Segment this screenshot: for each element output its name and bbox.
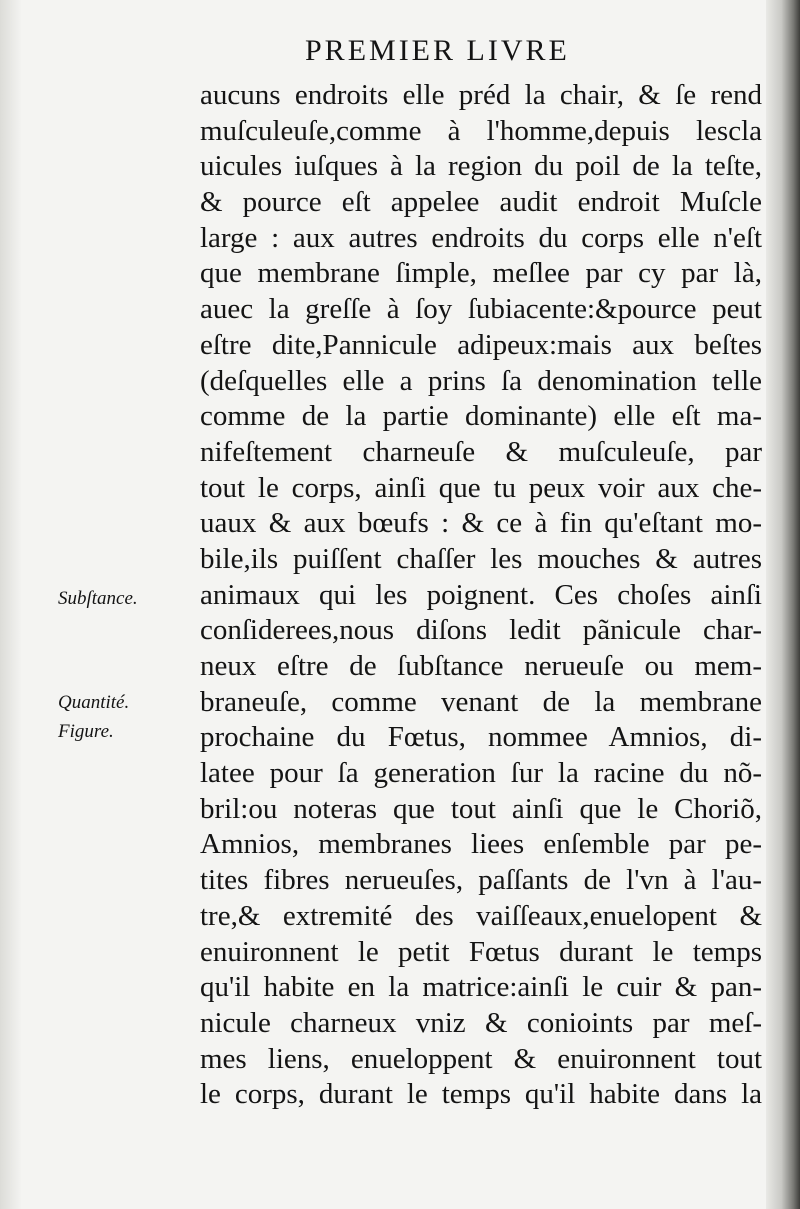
margin-note-figure: Figure. (58, 721, 114, 742)
text-line: prochaine du Fœtus, nommee Amnios, di- (200, 721, 762, 754)
text-line: aucuns endroits elle préd la chair, & ſe rend (200, 79, 762, 111)
margin-note-substance: Subſtance. (58, 588, 138, 609)
text-line: que membrane ſimple, meſlee par cy par là, (200, 257, 762, 290)
text-line: enuironnent le petit Fœtus durant le temps (200, 935, 762, 968)
text-line: tites fibres nerueuſes, paſſants de l'vn à l'au- (200, 864, 762, 897)
text-line: qu'il habite en la matrice:ainſi le cuir & pan- (200, 971, 762, 1004)
text-line: bril:ou noteras que tout ainſi que le Choriõ, (200, 792, 762, 825)
text-line: uaux & aux bœufs : & ce à fin qu'eſtant mo- (200, 507, 762, 540)
text-line: muſculeuſe,comme à l'homme,depuis lescla (200, 114, 762, 147)
text-line: nicule charneux vniz & conioints par meſ- (200, 1006, 762, 1039)
margin-note-quantite: Quantité. (58, 692, 130, 713)
text-line: auec la greſſe à ſoy ſubiacente:&pource peut (200, 293, 762, 326)
text-line: eſtre dite,Pannicule adipeux:mais aux beſtes (200, 328, 762, 361)
text-line: latee pour ſa generation ſur la racine du nõ- (200, 757, 762, 790)
text-line: nifeſtement charneuſe & muſculeuſe, par (200, 435, 762, 468)
running-header: PREMIER LIVRE (305, 34, 570, 67)
text-line: large : aux autres endroits du corps elle n'eſt (200, 221, 762, 254)
text-line: tout le corps, ainſi que tu peux voir aux che- (200, 471, 762, 504)
text-line: (deſquelles elle a prins ſa denomination telle (200, 364, 762, 397)
text-line: animaux qui les poignent. Ces choſes ainſi (200, 578, 762, 611)
text-line: le corps, durant le temps qu'il habite dans la (200, 1078, 762, 1111)
text-line: conſiderees,nous diſons ledit pãnicule char- (200, 614, 762, 647)
text-line: bile,ils puiſſent chaſſer les mouches & autres (200, 542, 762, 575)
text-line: braneuſe, comme venant de la membrane (200, 685, 762, 718)
text-line: Amnios, membranes liees enſemble par pe- (200, 828, 762, 861)
text-line: & pource eſt appelee audit endroit Muſcle (200, 186, 762, 219)
text-line: tre,& extremité des vaiſſeaux,enuelopent & (200, 899, 762, 932)
text-line: comme de la partie dominante) elle eſt ma- (200, 400, 762, 433)
text-line: neux eſtre de ſubſtance nerueuſe ou mem- (200, 650, 762, 682)
binding-gutter (766, 0, 800, 1209)
text-line: mes liens, enueloppent & enuironnent tout (200, 1042, 762, 1075)
page-edge-shadow (0, 0, 22, 1209)
text-line: uicules iuſques à la region du poil de la teſte, (200, 150, 762, 183)
body-text (200, 78, 762, 1113)
